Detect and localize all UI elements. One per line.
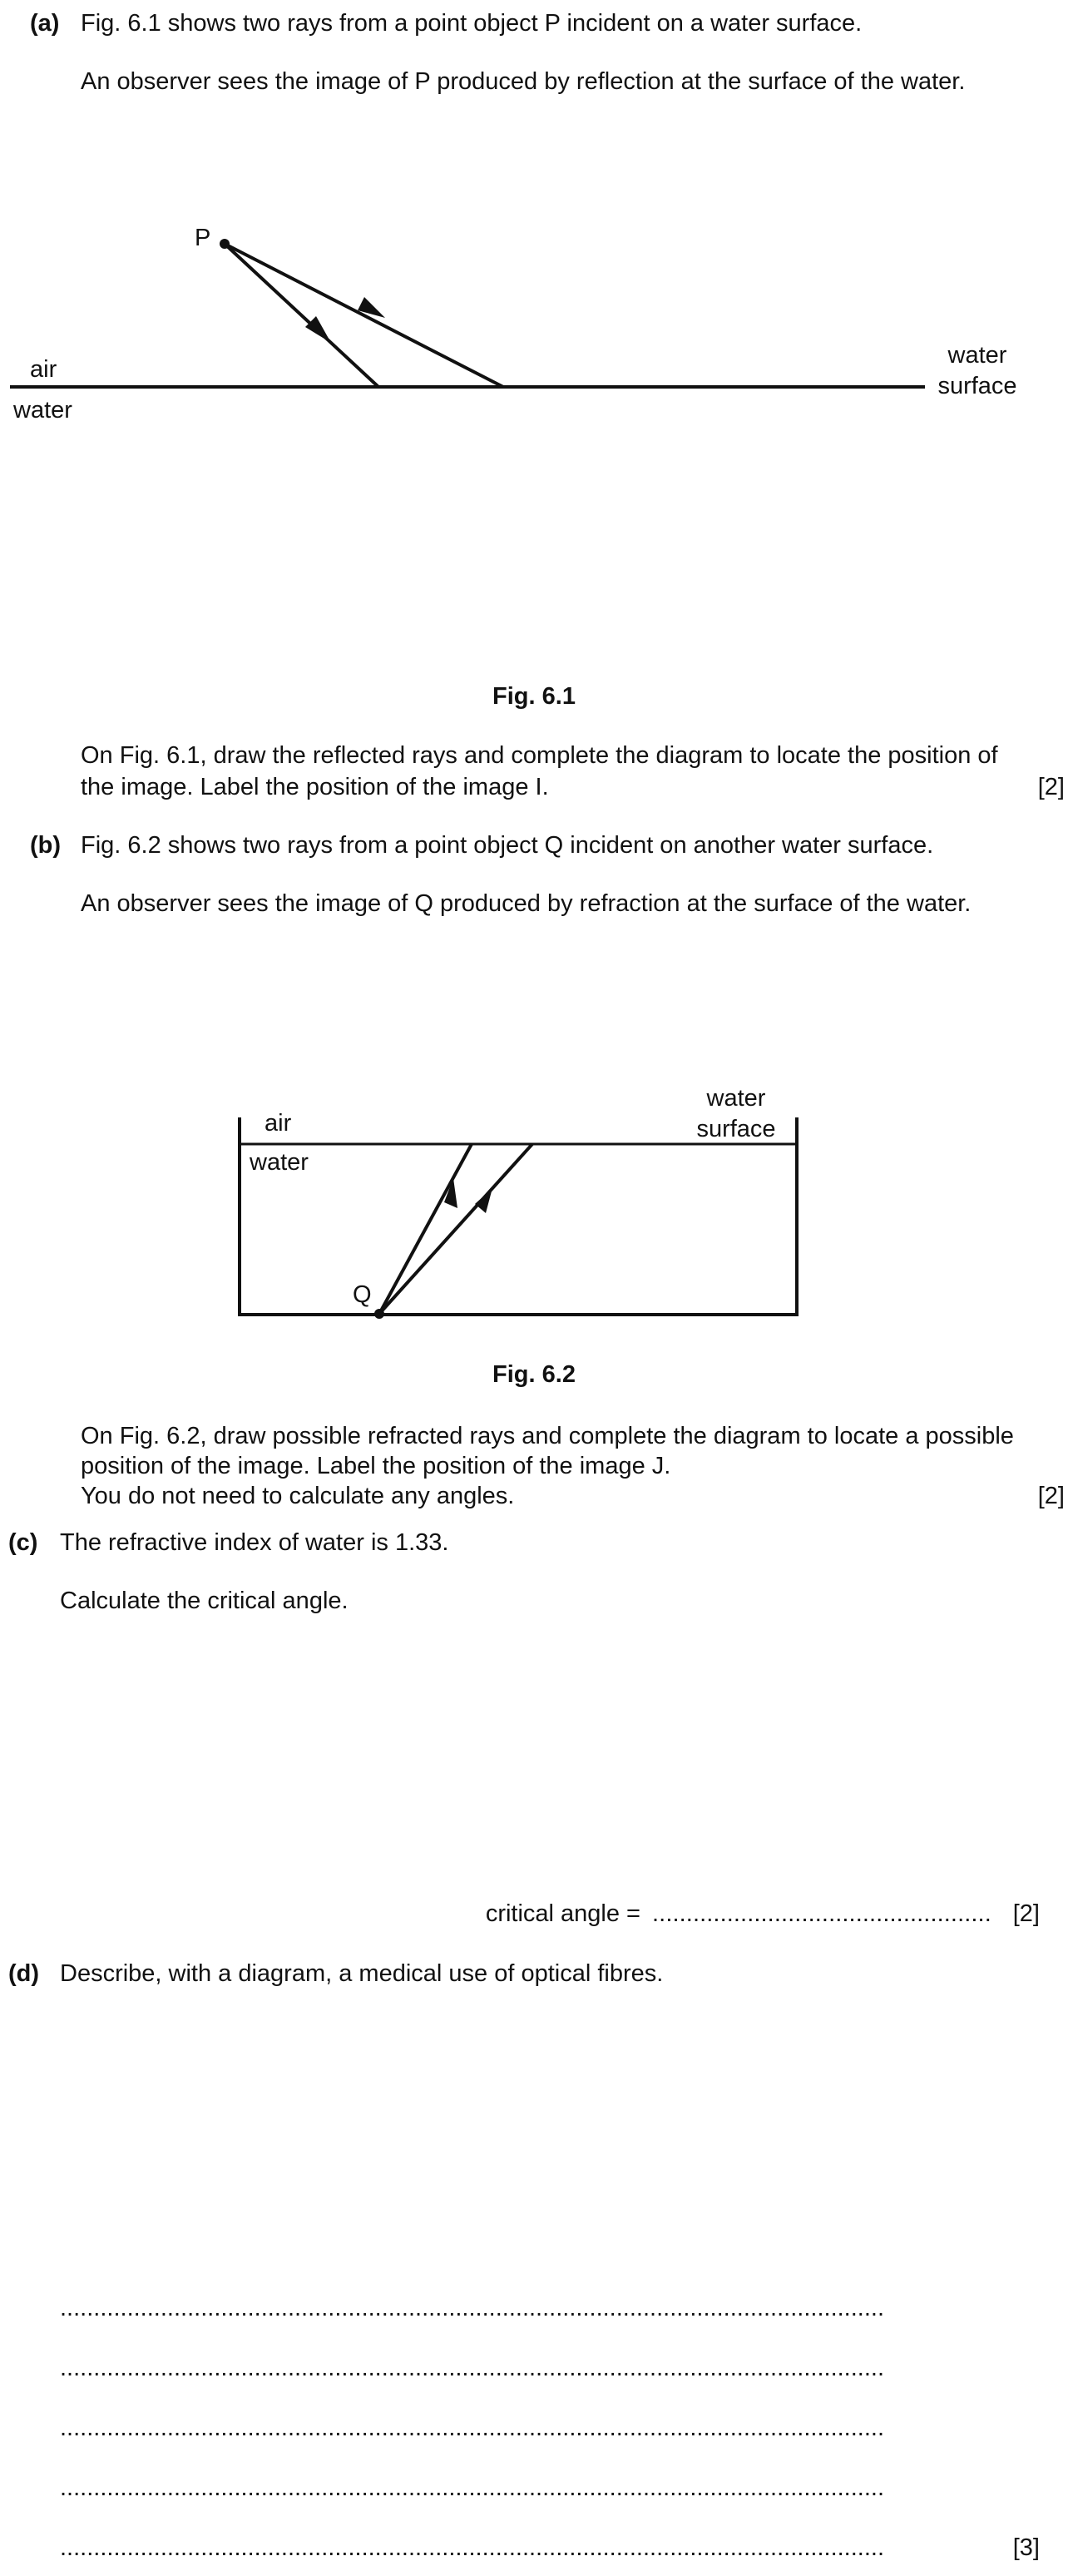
part-b-label: (b) — [30, 832, 62, 859]
part-d-label: (d) — [8, 1960, 40, 1987]
part-a-task-line-1: On Fig. 6.1, draw the reflected rays and complete the diagram to locate the position of — [81, 742, 998, 769]
part-b-marks: [2] — [1037, 1483, 1065, 1509]
part-a-label: (a) — [30, 10, 60, 37]
part-a-marks: [2] — [1037, 774, 1065, 800]
part-b-intro: Fig. 6.2 shows two rays from a point object Q incident on another water surface. — [81, 832, 934, 859]
part-d-question: Describe, with a diagram, a medical use of optical fibres. — [60, 1960, 664, 1987]
tank-outline — [240, 1117, 797, 1315]
critical-angle-answer-line[interactable]: .................................................. — [652, 1902, 991, 1926]
answer-line-3[interactable]: ........................................................................................................................... — [60, 2416, 885, 2440]
point-q-label: Q — [353, 1281, 372, 1308]
water-surface-label-b-2: surface — [696, 1116, 776, 1142]
answer-line-1[interactable]: ........................................................................................................................... — [60, 2296, 885, 2321]
air-label-b: air — [265, 1110, 292, 1137]
water-label-b: water — [250, 1149, 309, 1176]
water-surface-label-2: surface — [937, 373, 1017, 399]
part-b-task-line-2: position of the image. Label the position of the image J. — [81, 1453, 671, 1479]
part-a-task-line-2: the image. Label the position of the image I. — [81, 774, 549, 800]
part-b-task-line-1: On Fig. 6.2, draw possible refracted rays and complete the diagram to locate a possible — [81, 1423, 1014, 1449]
answer-line-4[interactable]: ........................................................................................................................... — [60, 2476, 885, 2500]
critical-angle-label: critical angle = — [485, 1900, 640, 1927]
fig-6-2-caption: Fig. 6.2 — [492, 1361, 576, 1388]
answer-line-2[interactable]: ........................................................................................................................... — [60, 2356, 885, 2380]
fig-6-1-caption: Fig. 6.1 — [492, 683, 576, 710]
point-p-label: P — [195, 225, 211, 251]
part-a-observer: An observer sees the image of P produced by reflection at the surface of the water. — [81, 68, 966, 95]
air-label: air — [30, 356, 57, 383]
part-c-marks: [2] — [1012, 1900, 1040, 1927]
part-b-task-line-3: You do not need to calculate any angles. — [81, 1483, 515, 1509]
part-b-observer: An observer sees the image of Q produced by refraction at the surface of the water. — [81, 890, 972, 917]
part-d-marks: [3] — [1012, 2534, 1040, 2561]
part-c-statement: The refractive index of water is 1.33. — [60, 1529, 449, 1556]
part-c-question: Calculate the critical angle. — [60, 1588, 349, 1614]
incident-ray-b-2 — [379, 1144, 532, 1314]
part-c-label: (c) — [8, 1529, 38, 1556]
part-a-intro: Fig. 6.1 shows two rays from a point object P incident on a water surface. — [81, 10, 863, 37]
water-surface-label-1: water — [947, 342, 1007, 369]
answer-line-5[interactable]: ........................................................................................................................... — [60, 2536, 885, 2560]
water-surface-label-b-1: water — [706, 1085, 766, 1112]
ray-b-2-arrowhead — [475, 1188, 492, 1213]
water-label: water — [13, 397, 72, 424]
